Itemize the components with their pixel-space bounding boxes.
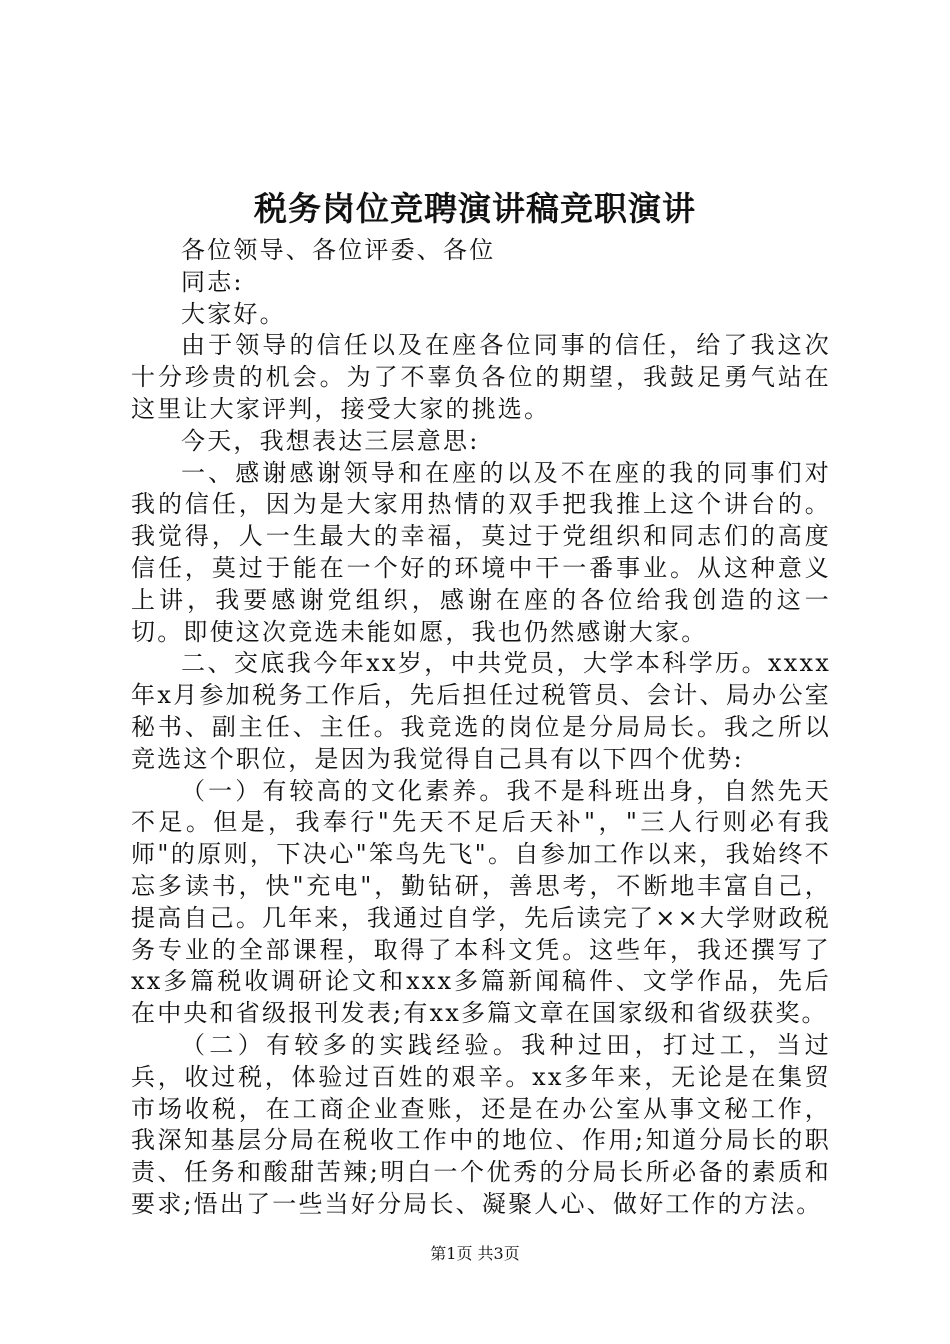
greeting-line-1: 各位领导、各位评委、各位	[181, 236, 496, 264]
greeting-line-2: 同志:	[181, 267, 244, 296]
paragraph-background: 二、交底我今年xx岁，中共党员，大学本科学历。xxxx年x月参加税务工作后，先后担任过税管员、会计、局办公室秘书、副主任、主任。我竞选的岗位是分局局长。我之所以竞选这个职位，是因为我觉得自己具有以下四个优势:	[131, 649, 831, 773]
greeting-line-3: 大家好。	[181, 299, 286, 328]
paragraph-outline: 今天，我想表达三层意思:	[181, 426, 480, 455]
paragraph-advantage-2: （二）有较多的实践经验。我种过田，打过工，当过兵，收过税，体验过百姓的艰辛。xx多年来，无论是在集贸市场收税，在工商企业查账，还是在办公室从事文秘工作，我深知基层分局在税收工作中的地位、作用;知道分局长的职责、任务和酸甜苦辣;明白一个优秀的分局长所必备的素质和要求;悟出了一些当好分局长、凝聚人心、做好工作的方法。	[131, 1030, 831, 1218]
page-number-footer: 第1页 共3页	[430, 1244, 520, 1263]
document-title: 税务岗位竞聘演讲稿竞职演讲	[254, 189, 696, 228]
paragraph-intro: 由于领导的信任以及在座各位同事的信任，给了我这次十分珍贵的机会。为了不辜负各位的期望，我鼓足勇气站在这里让大家评判，接受大家的挑选。	[131, 331, 831, 423]
document-body	[131, 235, 831, 1221]
paragraph-thanks: 一、感谢感谢领导和在座的以及不在座的我的同事们对我的信任，因为是大家用热情的双手把我推上这个讲台的。我觉得，人一生最大的幸福，莫过于党组织和同志们的高度信任，莫过于能在一个好的环境中干一番事业。从这种意义上讲，我要感谢党组织，感谢在座的各位给我创造的这一切。即使这次竞选未能如愿，我也仍然感谢大家。	[131, 458, 831, 646]
paragraph-advantage-1: （一）有较高的文化素养。我不是科班出身，自然先天不足。但是，我奉行"先天不足后天补"，"三人行则必有我师"的原则，下决心"笨鸟先飞"。自参加工作以来，我始终不忘多读书，快"充电"，勤钻研，善思考，不断地丰富自己，提高自己。几年来，我通过自学，先后读完了××大学财政税务专业的全部课程，取得了本科文凭。这些年，我还撰写了xx多篇税收调研论文和xxx多篇新闻稿件、文学作品，先后在中央和省级报刊发表;有xx多篇文章在国家级和省级获奖。	[131, 776, 831, 1028]
